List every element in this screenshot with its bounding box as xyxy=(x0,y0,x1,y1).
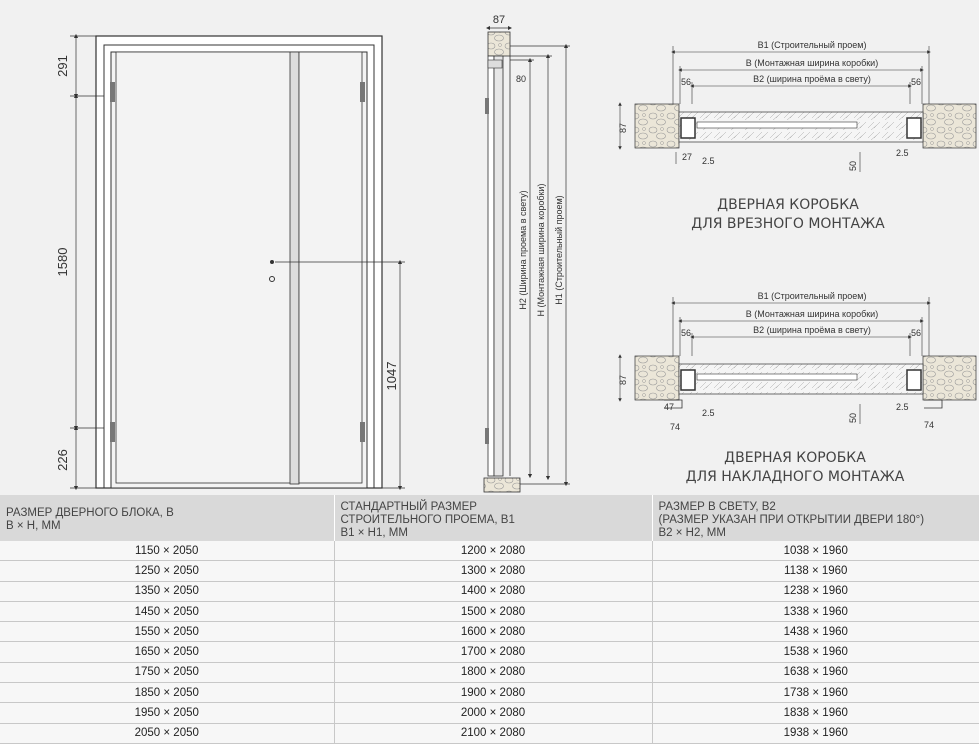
table-header-row xyxy=(0,495,979,541)
label-b2: B2 (ширина проёма в свету) xyxy=(753,74,871,84)
hinge-icon xyxy=(110,82,115,102)
table-cell: 1400 × 2080 xyxy=(334,581,652,601)
table-row xyxy=(0,662,979,682)
dim-1580: 1580 xyxy=(55,247,70,277)
dim-80-side: 80 xyxy=(516,74,527,84)
dim-1047: 1047 xyxy=(384,361,399,391)
table-body xyxy=(0,541,979,743)
table-cell: 2050 × 2050 xyxy=(0,723,334,743)
dim-87-overlay: 87 xyxy=(618,374,628,386)
dim-25-right: 2.5 xyxy=(896,148,909,158)
label-b: B (Монтажная ширина коробки) xyxy=(745,58,879,68)
header-line: В1 × Н1, ММ xyxy=(340,527,408,539)
table-cell: 1550 × 2050 xyxy=(0,622,334,642)
dim-25-left: 2.5 xyxy=(702,156,715,166)
label-h2: H2 (Ширина проема в свету) xyxy=(518,190,528,310)
dim-56-left-overlay: 56 xyxy=(680,328,692,338)
table-cell: 1300 × 2080 xyxy=(334,561,652,581)
dim-50-overlay: 50 xyxy=(848,412,858,424)
dim-25-right-overlay: 2.5 xyxy=(896,402,909,412)
header-line: РАЗМЕР В СВЕТУ, В2 xyxy=(658,501,776,513)
dim-56-right: 56 xyxy=(910,77,922,87)
dim-87-side: 87 xyxy=(492,14,506,26)
table-cell: 1500 × 2080 xyxy=(334,601,652,621)
table-cell: 1200 × 2080 xyxy=(334,541,652,561)
hinge-icon xyxy=(110,422,115,442)
header-door-size xyxy=(0,495,334,541)
table-cell: 1538 × 1960 xyxy=(652,642,979,662)
table-cell: 1350 × 2050 xyxy=(0,581,334,601)
label-b2-overlay: B2 (ширина проёма в свету) xyxy=(753,325,871,335)
table-cell: 1138 × 1960 xyxy=(652,561,979,581)
table-cell: 2000 × 2080 xyxy=(334,703,652,723)
dim-27: 27 xyxy=(682,152,693,162)
table-cell: 2100 × 2080 xyxy=(334,723,652,743)
dim-25-left-overlay: 2.5 xyxy=(702,408,715,418)
label-b-overlay: B (Монтажная ширина коробки) xyxy=(745,309,879,319)
table-cell: 1838 × 1960 xyxy=(652,703,979,723)
table-cell: 1938 × 1960 xyxy=(652,723,979,743)
table-cell: 1150 × 2050 xyxy=(0,541,334,561)
table-cell: 1438 × 1960 xyxy=(652,622,979,642)
header-line: В2 × Н2, ММ xyxy=(658,527,726,539)
caption-mortise-line1: ДВЕРНАЯ КОРОБКА xyxy=(717,197,859,213)
table-cell: 1638 × 1960 xyxy=(652,662,979,682)
label-b1: B1 (Строительный проем) xyxy=(757,40,867,50)
header-line: СТРОИТЕЛЬНОГО ПРОЕМА, В1 xyxy=(340,514,515,526)
label-b1-overlay: B1 (Строительный проем) xyxy=(757,291,867,301)
table-cell: 1250 × 2050 xyxy=(0,561,334,581)
dim-74-left: 74 xyxy=(670,422,681,432)
table-cell: 1800 × 2080 xyxy=(334,662,652,682)
table-cell: 1338 × 1960 xyxy=(652,601,979,621)
header-opening-size xyxy=(334,495,652,541)
door-side-view xyxy=(484,32,520,492)
caption-overlay-line1: ДВЕРНАЯ КОРОБКА xyxy=(724,450,866,466)
header-line: СТАНДАРТНЫЙ РАЗМЕР xyxy=(340,501,477,513)
dim-226: 226 xyxy=(55,449,70,471)
dim-56-left: 56 xyxy=(680,77,692,87)
dim-56-right-overlay: 56 xyxy=(910,328,922,338)
dim-74-right: 74 xyxy=(924,420,935,430)
label-h: H (Монтажная ширина коробки) xyxy=(536,183,546,317)
header-clear-size xyxy=(652,495,979,541)
table-cell: 1750 × 2050 xyxy=(0,662,334,682)
table-cell: 1450 × 2050 xyxy=(0,601,334,621)
dim-50: 50 xyxy=(848,160,858,172)
handle-icon xyxy=(270,260,274,264)
header-line: В × Н, ММ xyxy=(6,520,61,532)
size-table xyxy=(0,495,979,744)
header-line: РАЗМЕР ДВЕРНОГО БЛОКА, В xyxy=(6,507,174,519)
hinge-icon xyxy=(360,422,365,442)
label-h1: H1 (Строительный проем) xyxy=(554,195,564,305)
table-row xyxy=(0,642,979,662)
table-row xyxy=(0,723,979,743)
table-cell: 1600 × 2080 xyxy=(334,622,652,642)
table-row xyxy=(0,601,979,621)
caption-mortise-line2: ДЛЯ ВРЕЗНОГО МОНТАЖА xyxy=(691,216,885,232)
table-row xyxy=(0,581,979,601)
header-line: (РАЗМЕР УКАЗАН ПРИ ОТКРЫТИИ ДВЕРИ 180°) xyxy=(658,514,925,526)
table-cell: 1738 × 1960 xyxy=(652,683,979,703)
table-row xyxy=(0,541,979,561)
table-row xyxy=(0,683,979,703)
table-row xyxy=(0,561,979,581)
table-row xyxy=(0,622,979,642)
hinge-icon xyxy=(360,82,365,102)
caption-overlay-line2: ДЛЯ НАКЛАДНОГО МОНТАЖА xyxy=(685,469,905,485)
table-cell: 1650 × 2050 xyxy=(0,642,334,662)
table-cell: 1850 × 2050 xyxy=(0,683,334,703)
caption-overlay xyxy=(655,449,935,487)
table-cell: 1700 × 2080 xyxy=(334,642,652,662)
table-cell: 1950 × 2050 xyxy=(0,703,334,723)
dim-291: 291 xyxy=(55,55,70,77)
dim-87-mortise: 87 xyxy=(618,122,628,134)
caption-mortise xyxy=(648,196,928,234)
dim-47: 47 xyxy=(664,402,675,412)
table-row xyxy=(0,703,979,723)
table-cell: 1900 × 2080 xyxy=(334,683,652,703)
table-cell: 1038 × 1960 xyxy=(652,541,979,561)
table-cell: 1238 × 1960 xyxy=(652,581,979,601)
